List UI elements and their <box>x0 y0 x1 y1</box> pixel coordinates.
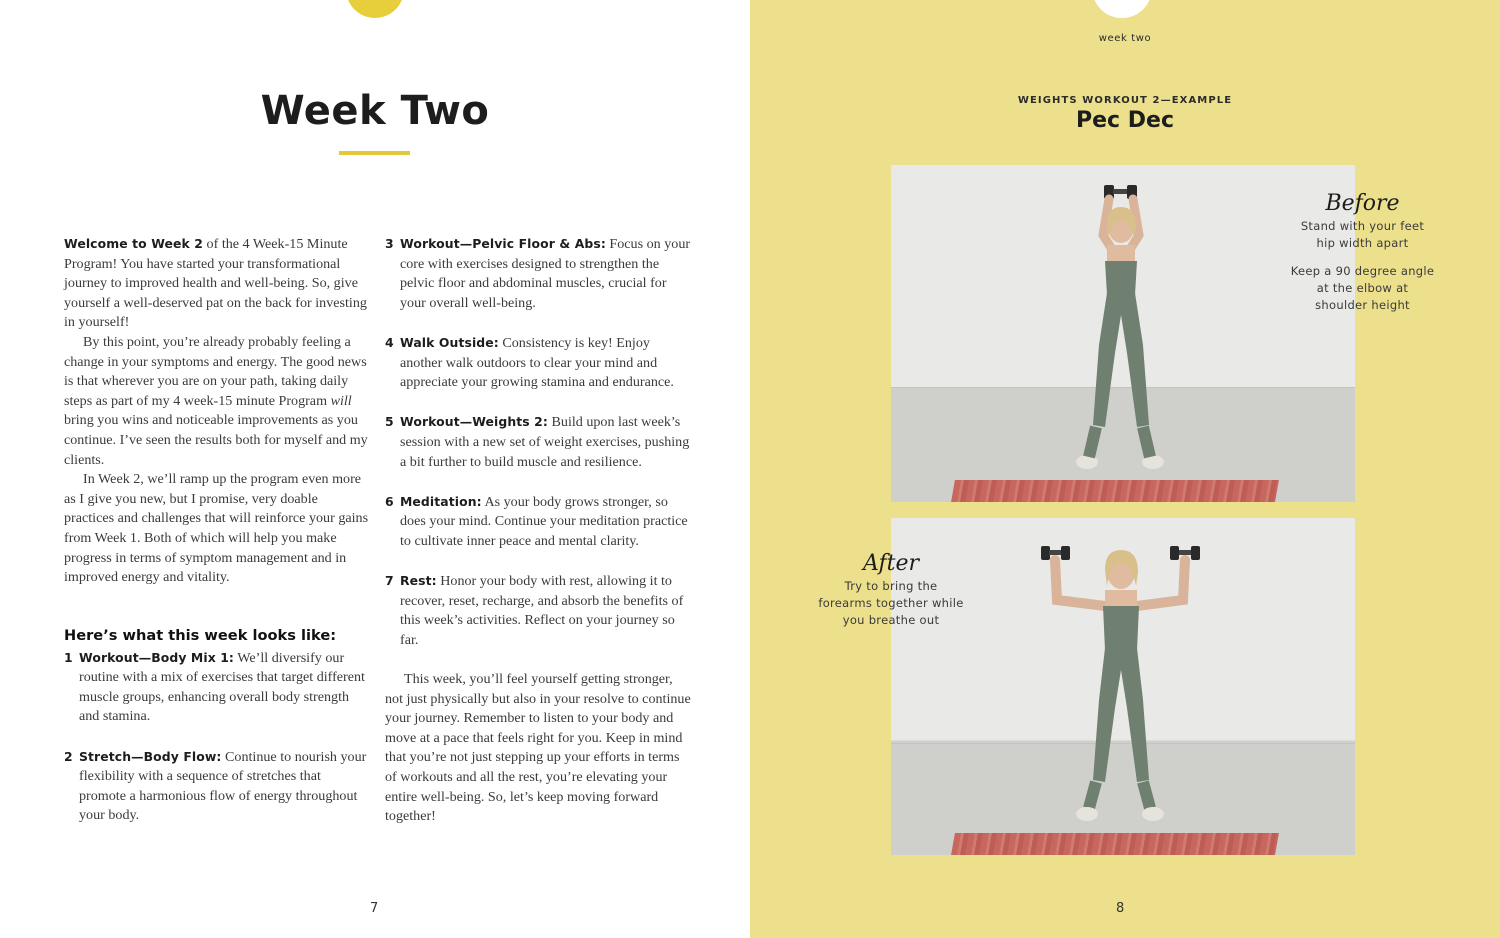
list-item <box>385 492 691 552</box>
list-item <box>385 333 691 393</box>
list-item <box>385 234 691 313</box>
intro-paragraph <box>64 234 370 333</box>
item-lead: Workout—Weights 2: <box>400 414 548 430</box>
week-overview-heading: Here’s what this week looks like: <box>64 626 337 644</box>
item-text: As your body grows stronger, so does your mind. Continue your meditation practice to cultivate inner peace and mental clarity. <box>400 493 688 549</box>
before-instruction-1: Stand with your feet hip width apart <box>1300 219 1425 250</box>
item-lead: Stretch—Body Flow: <box>79 748 222 764</box>
item-lead: Workout—Pelvic Floor & Abs: <box>400 236 606 251</box>
before-label: Before <box>1325 191 1400 216</box>
list-item <box>385 571 691 650</box>
item-text: Build upon last week’s session with a new set of weight exercises, pushing a bit further to build muscle and resilience. <box>400 414 690 470</box>
item-text: Focus on your core with exercises designed to strengthen the pelvic floor and abdominal muscles, crucial for your overall well-being. <box>400 236 691 311</box>
exercise-title: Pec Dec <box>1076 108 1174 133</box>
section-eyebrow: WEIGHTS WORKOUT 2—EXAMPLE <box>1017 95 1233 106</box>
item-text: We’ll diversify our routine with a mix of exercises that target different muscle groups, enhancing overall body strength and stamina. <box>79 649 365 725</box>
item-number: 2 <box>64 748 73 764</box>
closing-paragraph: This week, you’ll feel yourself getting stronger, not just physically but also in your resolve to continue your journey. Remember to listen to your body and move at a pace that feels right for you. Keep in mind that you’re not just stepping up your efforts in terms of workouts and all the rest, you’re elevating your entire well-being. So, let’s keep moving forward together! <box>385 671 691 825</box>
title-underline <box>339 151 410 155</box>
item-number: 3 <box>385 236 394 251</box>
list-item <box>64 648 370 727</box>
item-lead: Rest: <box>400 573 437 589</box>
item-text: Honor your body with rest, allowing it to recover, reset, recharge, and absorb the benefits of this week’s activities. Reflect on your journey so far. <box>400 573 684 648</box>
item-number: 6 <box>385 493 394 509</box>
page-number-right: 8 <box>1116 901 1125 916</box>
text-column-right <box>385 234 691 827</box>
item-text: Consistency is key! Enjoy another walk outdoors to clear your mind and appreciate your growing stamina and endurance. <box>400 334 674 391</box>
before-photo <box>891 165 1355 502</box>
before-instruction-2: Keep a 90 degree angle at the elbow at shoulder height <box>1290 264 1435 312</box>
progress-text-a: By this point, you’re already probably feeling a change in your symptoms and energy. The good news is that wherever you are on your path, taking daily steps as part of my 4 week-15 minute Program <box>64 333 367 409</box>
intro-text: of the 4 Week-15 Minute Program! You have started your transformational journey to improved health and well-being. So, give yourself a well-deserved pat on the back for investing in yourself! <box>64 236 367 331</box>
right-page <box>750 0 1500 938</box>
chapter-title: Week Two <box>260 88 490 134</box>
chapter-tab-dot <box>1092 0 1152 18</box>
intro-lead: Welcome to Week 2 <box>64 236 204 251</box>
item-number: 5 <box>385 414 394 430</box>
before-caption <box>1290 190 1435 314</box>
list-item <box>64 747 370 826</box>
item-lead: Workout—Body Mix 1: <box>79 649 234 665</box>
ramp-up-paragraph: In Week 2, we’ll ramp up the program even more as I give you new, but I promise, very doable practices and challenges that will reinforce your gains from Week 1. Both of which will help you make progress in terms of symptom management and in improved energy and vitality. <box>64 471 369 586</box>
chapter-tab-dot <box>346 0 404 18</box>
item-number: 7 <box>385 573 394 589</box>
after-caption <box>816 550 966 629</box>
progress-emphasis: will <box>330 392 352 409</box>
after-instruction: Try to bring the forearms together while you breathe out <box>818 579 964 627</box>
item-lead: Walk Outside: <box>400 334 499 350</box>
after-label: After <box>862 551 920 576</box>
list-item <box>385 412 691 472</box>
running-head: week two <box>1098 33 1152 44</box>
item-number: 4 <box>385 334 394 350</box>
item-number: 1 <box>64 649 73 665</box>
progress-paragraph <box>64 333 370 470</box>
item-text: Continue to nourish your flexibility with a sequence of stretches that promote a harmonious flow of energy throughout your body. <box>79 748 367 824</box>
item-lead: Meditation: <box>400 493 482 509</box>
progress-text-b: bring you wins and noticeable improvements as you continue. I’ve seen the results both for myself and my clients. <box>64 412 368 468</box>
page-number-left: 7 <box>370 901 379 916</box>
text-column-left <box>64 234 370 846</box>
woman-before-pose <box>891 165 1355 502</box>
